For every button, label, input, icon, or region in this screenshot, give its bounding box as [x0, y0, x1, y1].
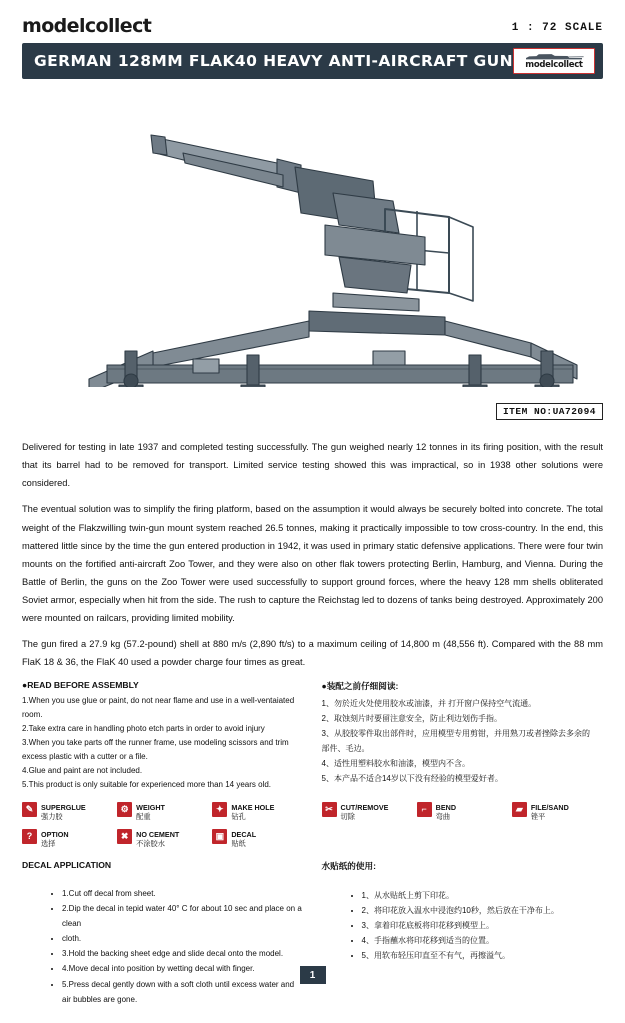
- decal-heading-cn: 水贴纸的使用:: [322, 860, 604, 872]
- list-item: 2.Take extra care in handling photo etch parts in order to avoid injury: [22, 722, 304, 736]
- legend-item-option: [22, 829, 113, 848]
- brand-badge-label: modelcollect: [525, 61, 582, 70]
- list-item: 3、从胶胶零件取出部件时，应用模型专用剪钳，并用熟刀或者挫除去多余的: [322, 726, 604, 741]
- legend-label-en: OPTION: [41, 830, 69, 839]
- legend-label-en: NO CEMENT: [136, 830, 179, 839]
- legend-label-cn: 弯曲: [436, 812, 456, 821]
- page-title: GERMAN 128MM FLAK40 HEAVY ANTI-AIRCRAFT GUN: [34, 52, 513, 70]
- list-item: 4、适性用塑料胶水和油漆，模型内不含。: [322, 756, 604, 771]
- list-item: • 4、手指蘸水将印花移到适当的位置。: [362, 933, 604, 948]
- symbol-legend-right: [322, 802, 604, 848]
- list-item: 5、本产品不适合14岁以下没有经验的模型爱好者。: [322, 771, 604, 786]
- option-icon: ?: [22, 829, 37, 844]
- legend-label-cn: 不涂胶水: [136, 839, 179, 848]
- decal-list: [22, 886, 304, 1008]
- tank-silhouette-icon: [515, 53, 593, 61]
- glue-icon: ✎: [22, 802, 37, 817]
- legend-label-cn: 贴纸: [231, 839, 256, 848]
- description-paragraph-3: The gun fired a 27.9 kg (57.2-pound) shell at 880 m/s (2,890 ft/s) to a maximum ceiling of 14,800 m (48,556 ft). Compared with the 88 mm FlaK 18 & 36, the FlaK 40 used a powder charge four times as great.: [22, 635, 603, 671]
- list-item: 5.This product is only suitable for experienced more than 14 years old.: [22, 778, 304, 792]
- no-cement-icon: ✖: [117, 829, 132, 844]
- list-item: • 5、用软布轻压印直至不有气，再擦溢气。: [362, 948, 604, 963]
- description-paragraph-1: Delivered for testing in late 1937 and completed testing successfully. The gun weighed nearly 12 tonnes in its firing position, with the result that its barrel had to be removed for transport. Limited service testing showed this was impractical, so in 1938 other solutions were considered.: [22, 438, 603, 492]
- decal-application-en: [22, 860, 304, 1023]
- legend-item-superglue: [22, 802, 113, 821]
- description-paragraph-2: The eventual solution was to simplify the firing platform, based on the assumption it would always be securely bolted into concrete. The total weight of the Flakzwilling twin-gun mount system reached 26.5 tonnes, making it practically impossible to tow cross-country. In the end, this mattered little since by the time the gun entered production in 1942, it was used in primary static defensive applications. There were four twin mounts on the fortified anti-aircraft Zoo Tower, and they were also on other flak towers protecting Berlin, Hamburg, and Vienna. During the Battle of Berlin, the guns on the Zoo Tower were used successfully to support ground forces, where the heavy 128 mm shells obliterated Soviet armor, especially when hit from the side. The rush to capture the Reichstag led to dozens of tanks being destroyed. Approximately 200 were mounted on railcars, providing limited mobility.: [22, 500, 603, 627]
- list-item: • 2.Dip the decal in tepid water 40° C for about 10 sec and place on a clean: [62, 901, 304, 931]
- list-item: excess plastic with a cutter or a file.: [22, 750, 304, 764]
- description-block: [22, 438, 603, 672]
- item-number-row: [22, 403, 603, 420]
- list-item: 3.When you take parts off the runner frame, use modeling scissors and trim: [22, 736, 304, 750]
- assembly-notes-en: [22, 680, 304, 792]
- list-item: • 3.Hold the backing sheet edge and slide decal onto the model.: [62, 946, 304, 961]
- legend-label-en: WEIGHT: [136, 803, 165, 812]
- symbol-legend: [22, 802, 603, 848]
- list-item: 2、取蚀刻片时要留注意安全，防止利边划伤手指。: [322, 711, 604, 726]
- list-item: 1、勿於近火处使用胶水或油漆，并 打开窗户保持空气流通。: [322, 696, 604, 711]
- file-sand-icon: ▰: [512, 802, 527, 817]
- legend-label-en: BEND: [436, 803, 456, 812]
- list-item: • 1、从水贴纸上剪下印花。: [362, 888, 604, 903]
- list-item: • 1.Cut off decal from sheet.: [62, 886, 304, 901]
- legend-label-cn: 强力胶: [41, 812, 86, 821]
- drill-icon: ✦: [212, 802, 227, 817]
- title-bar: [22, 43, 603, 79]
- decal-heading: DECAL APPLICATION: [22, 860, 304, 870]
- legend-item-make-hole: [212, 802, 303, 821]
- legend-label-cn: 配重: [136, 812, 165, 821]
- legend-label-cn: 锉平: [531, 812, 569, 821]
- scale-label: 1 : 72 SCALE: [512, 22, 603, 36]
- legend-item-weight: [117, 802, 208, 821]
- bend-icon: ⌐: [417, 802, 432, 817]
- legend-label-cn: 钻孔: [231, 812, 274, 821]
- legend-item-bend: [417, 802, 508, 821]
- decal-icon: ▣: [212, 829, 227, 844]
- legend-item-decal: [212, 829, 303, 848]
- legend-label-en: FILE/SAND: [531, 803, 569, 812]
- read-before-heading: ●READ BEFORE ASSEMBLY: [22, 680, 304, 690]
- assembly-notes: [22, 680, 603, 792]
- brand-logo: modelcollect: [22, 17, 151, 36]
- list-item: 部件、毛边。: [322, 741, 604, 756]
- symbol-legend-left: [22, 802, 304, 848]
- weight-icon: ⚙: [117, 802, 132, 817]
- legend-label-en: MAKE HOLE: [231, 803, 274, 812]
- header-top-row: [22, 10, 603, 36]
- legend-label-cn: 切除: [341, 812, 389, 821]
- brand-badge: [513, 48, 595, 74]
- item-number-badge: ITEM NO:UA72094: [496, 403, 603, 420]
- legend-item-no-cement: [117, 829, 208, 848]
- assembly-notes-cn: [322, 680, 604, 792]
- page-footer: [0, 966, 625, 984]
- list-item: 4.Glue and paint are not included.: [22, 764, 304, 778]
- decal-application-section: [22, 860, 603, 1023]
- read-before-list: [22, 694, 304, 792]
- list-item: • 5.Press decal gently down with a soft cloth until excess water and air bubbles are gone.: [62, 977, 304, 1007]
- read-before-list-cn: [322, 696, 604, 787]
- decal-application-cn: [322, 860, 604, 1023]
- legend-label-en: DECAL: [231, 830, 256, 839]
- legend-label-cn: 选择: [41, 839, 69, 848]
- list-item: • cloth.: [62, 931, 304, 946]
- decal-list-cn: [322, 888, 604, 964]
- legend-item-cut-remove: [322, 802, 413, 821]
- legend-label-en: SUPERGLUE: [41, 803, 86, 812]
- flak40-gun-line-art: [33, 97, 593, 387]
- list-item: 1.When you use glue or paint, do not near flame and use in a well-ventaiated room.: [22, 694, 304, 722]
- list-item: • 4.Move decal into position by wetting decal with finger.: [62, 961, 304, 976]
- cut-remove-icon: ✂: [322, 802, 337, 817]
- read-before-heading-cn: ●装配之前仔细阅读:: [322, 680, 604, 692]
- list-item: • 2、将印花放入温水中浸泡约10秒，然后放在干净布上。: [362, 903, 604, 918]
- legend-label-en: CUT/REMOVE: [341, 803, 389, 812]
- list-item: • 3、拿着印花底板将印花移到模型上。: [362, 918, 604, 933]
- page-number: 1: [300, 966, 326, 984]
- legend-item-file-sand: [512, 802, 603, 821]
- product-artwork: [22, 97, 603, 397]
